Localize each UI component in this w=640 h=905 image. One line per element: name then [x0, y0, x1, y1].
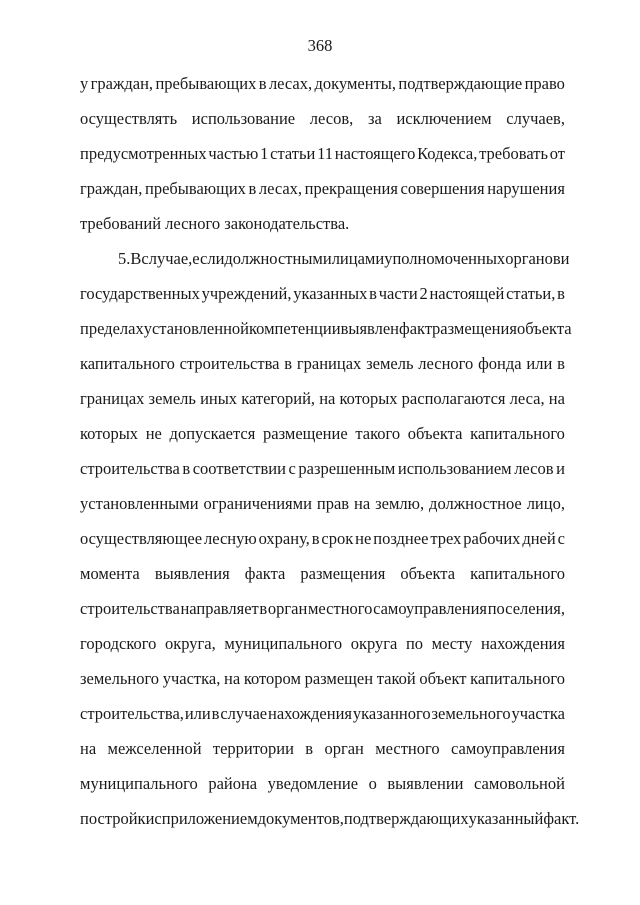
- text-line: [80, 528, 565, 550]
- word: и: [560, 249, 570, 268]
- word: осуществляющее: [80, 529, 203, 548]
- word: месту: [431, 634, 473, 653]
- word: располагаются: [401, 389, 506, 408]
- word: лесах,: [268, 74, 313, 93]
- text-line: [80, 353, 565, 375]
- text-line-last: требований лесного законодательства.: [80, 214, 350, 233]
- word: факт: [399, 319, 433, 338]
- word: пределах: [80, 319, 144, 338]
- word: фонда: [478, 354, 522, 373]
- word: документов,: [257, 809, 344, 828]
- word: объекта: [400, 564, 456, 583]
- word: за: [367, 109, 382, 128]
- text-line: [80, 563, 565, 585]
- word: лесов: [514, 459, 554, 478]
- word: с: [288, 459, 296, 478]
- word: установленными: [80, 494, 199, 513]
- word: соответствии: [192, 459, 286, 478]
- text-line: [80, 808, 580, 830]
- word: установленной: [143, 319, 249, 338]
- word: котором: [243, 669, 301, 688]
- word: капитального: [470, 424, 565, 443]
- word: в: [311, 529, 320, 548]
- text-line: [80, 598, 565, 620]
- word: объект: [419, 669, 467, 688]
- word: округа,: [164, 634, 216, 653]
- word: капитального: [470, 669, 565, 688]
- word: округа: [350, 634, 398, 653]
- word: разрешенным: [298, 459, 396, 478]
- word: размещения: [300, 564, 386, 583]
- text-line: [80, 423, 565, 445]
- word: лесов,: [309, 109, 354, 128]
- word: участка: [511, 704, 565, 723]
- word: капитального: [80, 354, 175, 373]
- word: в: [369, 284, 377, 303]
- word: направляет: [180, 599, 259, 618]
- word: в: [557, 284, 565, 303]
- word: леса,: [509, 389, 545, 408]
- word: использование: [191, 109, 296, 128]
- word: орган: [324, 739, 364, 758]
- paragraph-first-line: [118, 248, 570, 270]
- word: дней: [522, 529, 556, 548]
- word: района: [208, 774, 258, 793]
- word: охрану,: [258, 529, 310, 548]
- text-line: [80, 283, 565, 305]
- word: выявлен: [340, 319, 399, 338]
- word: компетенции: [248, 319, 341, 338]
- word: факт.: [543, 809, 580, 828]
- word: статьи: [270, 144, 316, 163]
- word: части: [378, 284, 418, 303]
- word: категорий,: [241, 389, 316, 408]
- word: в: [259, 599, 268, 618]
- text-line: [80, 493, 565, 515]
- word: если: [192, 249, 225, 268]
- text-line: [80, 73, 565, 95]
- word: государственных: [80, 284, 200, 303]
- text-line: [80, 633, 565, 655]
- word: лесного: [418, 354, 474, 373]
- word: о: [368, 774, 377, 793]
- word: настоящей: [429, 284, 505, 303]
- text-line: [80, 178, 565, 200]
- word: земельного: [431, 704, 511, 723]
- word: местного: [375, 739, 440, 758]
- word: нахождения: [268, 704, 352, 723]
- word: с: [154, 809, 162, 828]
- word: участка,: [162, 669, 221, 688]
- word: в: [305, 739, 314, 758]
- word: рабочих: [463, 529, 521, 548]
- page-number: 368: [307, 36, 333, 55]
- word: трех: [430, 529, 462, 548]
- word: настоящего: [334, 144, 416, 163]
- word: или: [184, 704, 211, 723]
- word: на: [354, 494, 371, 513]
- word: размещен: [304, 669, 374, 688]
- text-line: [80, 388, 565, 410]
- text-line: [80, 318, 572, 340]
- word: Кодекса,: [417, 144, 478, 163]
- word: нахождения: [480, 634, 565, 653]
- word: выявления: [154, 564, 230, 583]
- word: на: [319, 389, 336, 408]
- word: допускается: [169, 424, 256, 443]
- word: использованием: [397, 459, 512, 478]
- word: на: [548, 389, 565, 408]
- word: строительства: [80, 599, 180, 618]
- word: лицо,: [526, 494, 565, 513]
- word: объекта: [516, 319, 572, 338]
- word: на: [80, 739, 97, 758]
- word: в: [284, 354, 293, 373]
- word: в: [211, 704, 220, 723]
- word: случаев,: [506, 109, 565, 128]
- word: самовольной: [474, 774, 565, 793]
- word: строительства,: [80, 704, 184, 723]
- word: муниципального: [80, 774, 198, 793]
- word: границах: [80, 389, 145, 408]
- word: постройки: [80, 809, 155, 828]
- word: границах: [296, 354, 362, 373]
- word: муниципального: [224, 634, 343, 653]
- word: подтверждающих: [343, 809, 469, 828]
- word: земельного: [80, 669, 160, 688]
- word: факта: [244, 564, 286, 583]
- text-line: [80, 108, 565, 130]
- word: капитального: [470, 564, 565, 583]
- word: срок: [321, 529, 354, 548]
- word: лесах,: [258, 179, 303, 198]
- word: документы,: [314, 74, 397, 93]
- word: у: [80, 74, 89, 93]
- word: земель: [148, 389, 196, 408]
- word: уполномоченных: [384, 249, 506, 268]
- word: случае,: [141, 249, 193, 268]
- word: уведомление: [267, 774, 359, 793]
- word: прекращения: [304, 179, 398, 198]
- word: на: [224, 669, 241, 688]
- word: 5.: [118, 249, 131, 268]
- word: строительства: [80, 459, 180, 478]
- word: земель: [366, 354, 414, 373]
- word: поселения,: [487, 599, 565, 618]
- word: местного: [307, 599, 373, 618]
- word: выявлении: [387, 774, 464, 793]
- text-line: [80, 738, 565, 760]
- word: размещения: [432, 319, 517, 338]
- word: статьи,: [506, 284, 556, 303]
- word: в: [182, 459, 191, 478]
- word: пребывающих: [155, 74, 257, 93]
- word: не: [355, 529, 372, 548]
- word: лесную: [203, 529, 257, 548]
- word: землю,: [375, 494, 425, 513]
- word: случае: [220, 704, 268, 723]
- word: приложением: [161, 809, 258, 828]
- word: пребывающих: [145, 179, 246, 198]
- word: органов: [505, 249, 561, 268]
- word: граждан,: [90, 74, 154, 93]
- word: территории: [212, 739, 294, 758]
- text-line: [80, 143, 565, 165]
- word: размещение: [263, 424, 348, 443]
- word: такого: [355, 424, 401, 443]
- text-line: [80, 668, 565, 690]
- word: межселенной: [107, 739, 202, 758]
- word: исключением: [396, 109, 492, 128]
- word: в: [248, 179, 257, 198]
- word: требовать: [479, 144, 548, 163]
- word: учреждений,: [201, 284, 292, 303]
- word: орган: [267, 599, 308, 618]
- word: право: [524, 74, 565, 93]
- word: предусмотренных: [80, 144, 207, 163]
- word: и: [556, 459, 565, 478]
- word: указанного: [352, 704, 431, 723]
- word: должностное: [429, 494, 522, 513]
- word: должностными: [224, 249, 332, 268]
- word: строительства: [179, 354, 280, 373]
- word: самоуправления: [373, 599, 488, 618]
- text-line: [80, 458, 565, 480]
- word: прав: [316, 494, 350, 513]
- word: иных: [200, 389, 238, 408]
- word: подтверждающие: [398, 74, 523, 93]
- word: такой: [376, 669, 416, 688]
- word: в: [258, 74, 267, 93]
- word: граждан,: [80, 179, 143, 198]
- word: в: [557, 354, 565, 373]
- word: совершения: [400, 179, 485, 198]
- word: указанный: [468, 809, 544, 828]
- word: самоуправления: [450, 739, 565, 758]
- word: позднее: [373, 529, 429, 548]
- text-line: [80, 703, 565, 725]
- word: В: [130, 249, 142, 268]
- word: объекта: [407, 424, 463, 443]
- word: 11: [317, 144, 333, 163]
- word: момента: [80, 564, 140, 583]
- word: от: [549, 144, 565, 163]
- word: 2: [419, 284, 428, 303]
- text-line: [80, 773, 565, 795]
- word: лицами: [331, 249, 385, 268]
- word: осуществлять: [80, 109, 178, 128]
- word: 1: [260, 144, 269, 163]
- word: частью: [208, 144, 259, 163]
- word: которых: [80, 424, 139, 443]
- word: по: [405, 634, 424, 653]
- word: или: [526, 354, 553, 373]
- word: не: [145, 424, 162, 443]
- word: указанных: [293, 284, 368, 303]
- word: которых: [339, 389, 398, 408]
- word: городского: [80, 634, 157, 653]
- word: ограничениями: [203, 494, 312, 513]
- word: нарушения: [487, 179, 565, 198]
- word: с: [557, 529, 565, 548]
